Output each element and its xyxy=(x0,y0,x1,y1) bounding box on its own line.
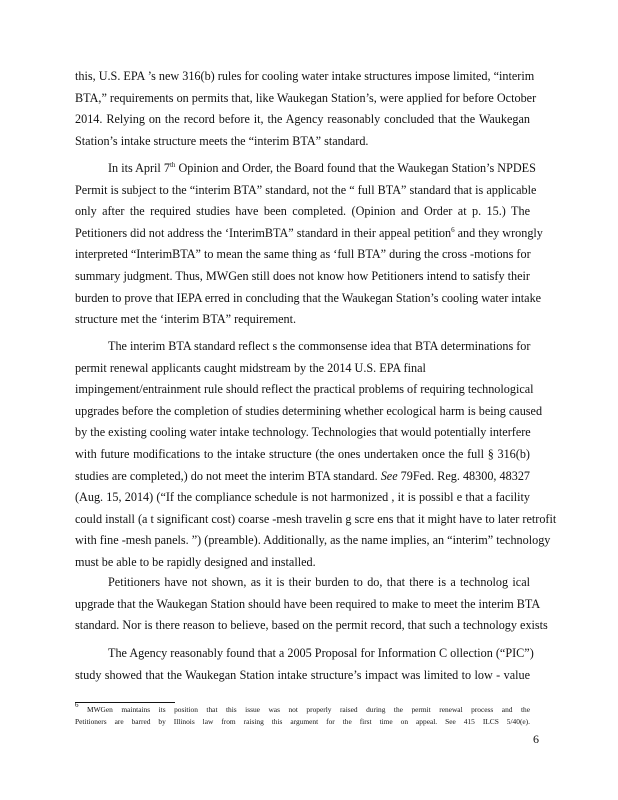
text-line: interpreted “InterimBTA” to mean the same thing as ‘full BTA” during the cross -motions for xyxy=(75,247,531,262)
paragraph-3 xyxy=(75,336,557,574)
text-line: summary judgment. Thus, MWGen still does not know how Petitioners intend to satisfy their xyxy=(75,268,530,283)
text-line: impingement/entrainment rule should reflect the practical problems of requiring technological xyxy=(75,382,534,397)
text-line: study showed that the Waukegan Station intake structure’s impact was limited to low - value xyxy=(75,667,530,682)
text-line: burden to prove that IEPA erred in concluding that the Waukegan Station’s cooling water intake xyxy=(75,290,542,305)
text-line: only after the required studies have been completed. (Opinion and Order at p. 15.) The xyxy=(75,204,530,219)
text-line: The interim BTA standard reflect s the commonsense idea that BTA determinations for xyxy=(108,339,531,353)
footnote xyxy=(75,701,530,727)
text-line: Permit is subject to the “interim BTA” standard, not the “ full BTA” standard that is applicable xyxy=(75,182,537,197)
text-line: Petitioners have not shown, as it is their burden to do, that there is a technolog ical xyxy=(108,575,530,589)
text-line: permit renewal applicants caught midstream by the 2014 U.S. EPA final xyxy=(75,360,426,375)
footnote-line xyxy=(75,701,530,716)
text-segment: studies are completed,) do not meet the interim BTA standard. xyxy=(75,468,378,483)
text-line: The Agency reasonably found that a 2005 Proposal for Information C ollection (“PIC”) xyxy=(108,646,534,660)
text-line: upgrades before the completion of studies determining whether ecological harm is being caused xyxy=(75,403,543,418)
page-number: 6 xyxy=(533,732,539,746)
footnote-separator xyxy=(75,702,175,703)
signal-word: See xyxy=(380,468,398,483)
text-line: structure met the ‘interim BTA” requirement. xyxy=(75,312,297,327)
text-segment: Petitioners did not address the ‘InterimBTA” standard in their appeal petition xyxy=(75,225,452,240)
superscript: th xyxy=(169,161,176,169)
footnote-marker: 6 xyxy=(75,701,79,709)
text-segment: and they wrongly xyxy=(454,225,543,240)
text-line: this, U.S. EPA ’s new 316(b) rules for cooling water intake structures impose limited, “interim xyxy=(75,69,535,83)
footnote-line: Petitioners are barred by Illinois law from raising this argument for the first time on appeal. See 415 ILCS 5/40(e). xyxy=(75,716,530,726)
text-line: 2014. Relying on the record before it, the Agency reasonably concluded that the Waukegan xyxy=(75,112,530,127)
text-segment: Opinion and Order, the Board found that the Waukegan Station’s NPDES xyxy=(175,161,536,175)
text-line: Station’s intake structure meets the “interim BTA” standard. xyxy=(75,133,369,148)
text-line: with fine -mesh panels. ”) (preamble). Additionally, as the name implies, an “interim” technology xyxy=(75,533,551,548)
text-line xyxy=(75,466,530,488)
text-segment: 79Fed. Reg. 48300, 48327 xyxy=(397,468,531,483)
text-line: (Aug. 15, 2014) (“If the compliance schedule is not harmonized , it is possibl e that a facility xyxy=(75,490,530,505)
text-line: by the existing cooling water intake technology. Technologies that would potentially interfere xyxy=(75,425,531,440)
text-line: with future modifications to the intake structure (the ones undertaken once the full § 316(b) xyxy=(75,446,530,461)
text-line: standard. Nor is there reason to believe, based on the permit record, that such a technology exists xyxy=(75,618,548,633)
paragraph-5 xyxy=(75,643,534,686)
text-line xyxy=(75,223,543,245)
text-line: upgrade that the Waukegan Station should have been required to make to meet the interim BTA xyxy=(75,596,541,611)
text-line: BTA,” requirements on permits that, like Waukegan Station’s, were applied for before October xyxy=(75,90,537,105)
text-line xyxy=(75,158,536,180)
paragraph-2 xyxy=(75,158,543,331)
footnote-reference: 6 xyxy=(451,225,455,234)
text-segment: MWGen maintains its position that this issue was not properly raised during the permit renewal process and the xyxy=(78,705,530,714)
paragraph-4 xyxy=(75,572,548,637)
text-line: could install (a t significant cost) coarse -mesh travelin g scre ens that it might have to later retrofit xyxy=(75,511,557,526)
paragraph-1 xyxy=(75,66,537,152)
text-segment: In its April 7 xyxy=(108,161,170,175)
text-line: must be able to be rapidly designed and installed. xyxy=(75,554,316,569)
